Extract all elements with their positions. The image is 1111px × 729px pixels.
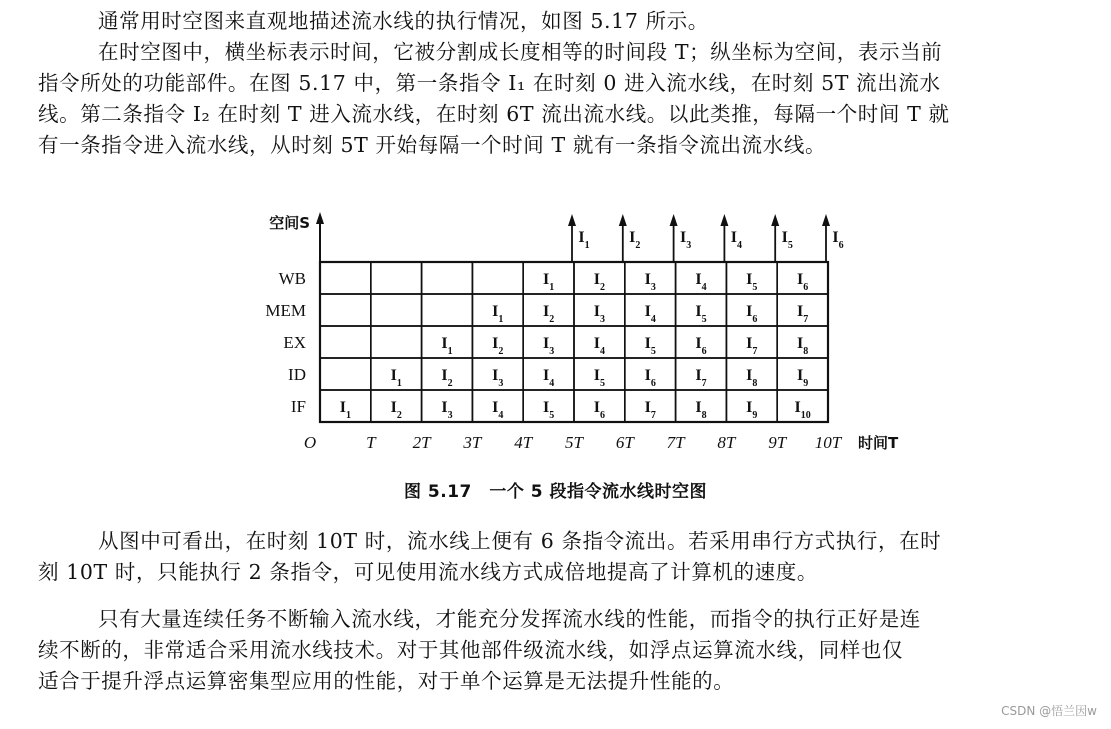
instruction-label: $I_{10}$ bbox=[794, 399, 811, 421]
time-tick: 6T bbox=[615, 433, 634, 452]
instruction-label: $I_7$ bbox=[644, 399, 656, 421]
output-arrow-head bbox=[771, 214, 779, 226]
instruction-label: $I_2$ bbox=[542, 303, 555, 325]
instruction-label: $I_4$ bbox=[593, 335, 606, 357]
y-axis-arrow bbox=[316, 212, 324, 224]
instruction-label: $I_6$ bbox=[796, 271, 809, 293]
grid-cell bbox=[422, 262, 473, 294]
instruction-label: $I_4$ bbox=[730, 229, 743, 251]
time-tick: O bbox=[303, 433, 317, 452]
time-tick: 3T bbox=[463, 433, 482, 452]
grid-cell bbox=[472, 262, 523, 294]
time-tick: 4T bbox=[514, 433, 533, 452]
conclusion-paragraph bbox=[38, 526, 1108, 588]
instruction-label: $I_6$ bbox=[695, 335, 707, 357]
grid-cell bbox=[320, 262, 371, 294]
instruction-label: $I_9$ bbox=[746, 399, 758, 421]
instruction-label: $I_7$ bbox=[695, 367, 707, 389]
stage-label: WB bbox=[278, 269, 306, 288]
text-line: 从图中可看出，在时刻 10T 时，流水线上便有 6 条指令流出。若采用串行方式执行，在时 bbox=[98, 529, 942, 553]
grid-cell bbox=[320, 294, 371, 326]
time-tick: 10T bbox=[814, 433, 842, 452]
instruction-label: $I_4$ bbox=[695, 271, 707, 293]
instruction-label: $I_2$ bbox=[629, 229, 641, 251]
instruction-label: $I_4$ bbox=[492, 399, 504, 421]
instruction-label: $I_1$ bbox=[542, 271, 555, 293]
output-arrow-head bbox=[720, 214, 728, 226]
instruction-label: $I_3$ bbox=[542, 335, 555, 357]
instruction-label: $I_8$ bbox=[746, 367, 758, 389]
grid-cell bbox=[320, 358, 371, 390]
text-line: 在时空图中，横坐标表示时间，它被分割成长度相等的时间段 T；纵坐标为空间，表示当前 bbox=[98, 40, 943, 64]
instruction-label: $I_6$ bbox=[832, 229, 844, 251]
y-axis-title: 空间S bbox=[269, 214, 310, 232]
time-tick: 8T bbox=[717, 433, 736, 452]
time-tick: 5T bbox=[565, 433, 583, 452]
instruction-label: $I_3$ bbox=[593, 303, 606, 325]
instruction-label: $I_2$ bbox=[441, 367, 453, 389]
instruction-label: $I_5$ bbox=[644, 335, 656, 357]
stage-label: IF bbox=[290, 397, 306, 416]
pipeline-space-time-diagram bbox=[240, 208, 899, 458]
time-tick: 2T bbox=[412, 433, 431, 452]
instruction-label: $I_2$ bbox=[390, 399, 402, 421]
applicability-paragraph bbox=[38, 604, 1108, 697]
instruction-label: $I_1$ bbox=[578, 229, 590, 251]
text-line: 续不断的，非常适合采用流水线技术。对于其他部件级流水线，如浮点运算流水线，同样也仅 bbox=[38, 638, 904, 662]
instruction-label: $I_5$ bbox=[695, 303, 707, 325]
time-tick: 9T bbox=[768, 433, 787, 452]
instruction-label: $I_3$ bbox=[492, 367, 504, 389]
instruction-label: $I_1$ bbox=[339, 399, 352, 421]
text-line: 刻 10T 时，只能执行 2 条指令，可见使用流水线方式成倍地提高了计算机的速度。 bbox=[38, 560, 818, 584]
intro-paragraph bbox=[38, 6, 1108, 37]
instruction-label: $I_5$ bbox=[593, 367, 606, 389]
text-line: 线。第二条指令 I₂ 在时刻 T 进入流水线，在时刻 6T 流出流水线。以此类推，每隔一个时间 T 就 bbox=[38, 102, 950, 126]
output-arrow-head bbox=[822, 214, 830, 226]
output-arrow-head bbox=[619, 214, 627, 226]
instruction-label: $I_7$ bbox=[746, 335, 758, 357]
diagram-labels bbox=[265, 214, 899, 452]
instruction-label: $I_1$ bbox=[441, 335, 453, 357]
grid-cell bbox=[320, 326, 371, 358]
text-line: 指令所处的功能部件。在图 5.17 中，第一条指令 I₁ 在时刻 0 进入流水线，在时刻 5T 流出流水 bbox=[38, 71, 941, 95]
text-line: 适合于提升浮点运算密集型应用的性能，对于单个运算是无法提升性能的。 bbox=[38, 669, 735, 693]
grid-cell bbox=[371, 262, 422, 294]
time-tick: 7T bbox=[666, 433, 685, 452]
stage-label: ID bbox=[288, 365, 306, 384]
instruction-label: $I_5$ bbox=[781, 229, 793, 251]
csdn-watermark: CSDN @悟兰因w bbox=[1001, 704, 1097, 718]
text-line: 通常用时空图来直观地描述流水线的执行情况，如图 5.17 所示。 bbox=[98, 9, 709, 33]
instruction-label: $I_1$ bbox=[492, 303, 504, 325]
instruction-label: $I_2$ bbox=[593, 271, 606, 293]
instruction-label: $I_6$ bbox=[593, 399, 606, 421]
text-line: 有一条指令进入流水线，从时刻 5T 开始每隔一个时间 T 就有一条指令流出流水线。 bbox=[38, 133, 827, 157]
instruction-label: $I_3$ bbox=[441, 399, 453, 421]
instruction-label: $I_3$ bbox=[679, 229, 692, 251]
figure-caption: 图 5.17 一个 5 段指令流水线时空图 bbox=[403, 482, 708, 502]
instruction-label: $I_8$ bbox=[695, 399, 707, 421]
instruction-label: $I_6$ bbox=[746, 303, 758, 325]
instruction-label: $I_9$ bbox=[796, 367, 809, 389]
explanation-paragraph bbox=[38, 37, 1108, 161]
instruction-label: $I_4$ bbox=[542, 367, 555, 389]
grid-cell bbox=[422, 294, 473, 326]
x-axis-title: 时间T bbox=[858, 434, 899, 452]
instruction-label: $I_5$ bbox=[542, 399, 555, 421]
output-arrow-head bbox=[568, 214, 576, 226]
instruction-label: $I_2$ bbox=[492, 335, 504, 357]
output-arrow-head bbox=[670, 214, 678, 226]
instruction-label: $I_7$ bbox=[796, 303, 809, 325]
instruction-label: $I_8$ bbox=[796, 335, 809, 357]
instruction-label: $I_6$ bbox=[644, 367, 656, 389]
grid-cell bbox=[371, 326, 422, 358]
time-tick: T bbox=[366, 433, 376, 452]
stage-label: MEM bbox=[265, 301, 306, 320]
grid-cell bbox=[371, 294, 422, 326]
instruction-label: $I_4$ bbox=[644, 303, 656, 325]
instruction-label: $I_5$ bbox=[746, 271, 758, 293]
text-line: 只有大量连续任务不断输入流水线，才能充分发挥流水线的性能，而指令的执行正好是连 bbox=[98, 607, 921, 631]
instruction-label: $I_3$ bbox=[644, 271, 656, 293]
instruction-label: $I_1$ bbox=[390, 367, 402, 389]
stage-label: EX bbox=[283, 333, 306, 352]
